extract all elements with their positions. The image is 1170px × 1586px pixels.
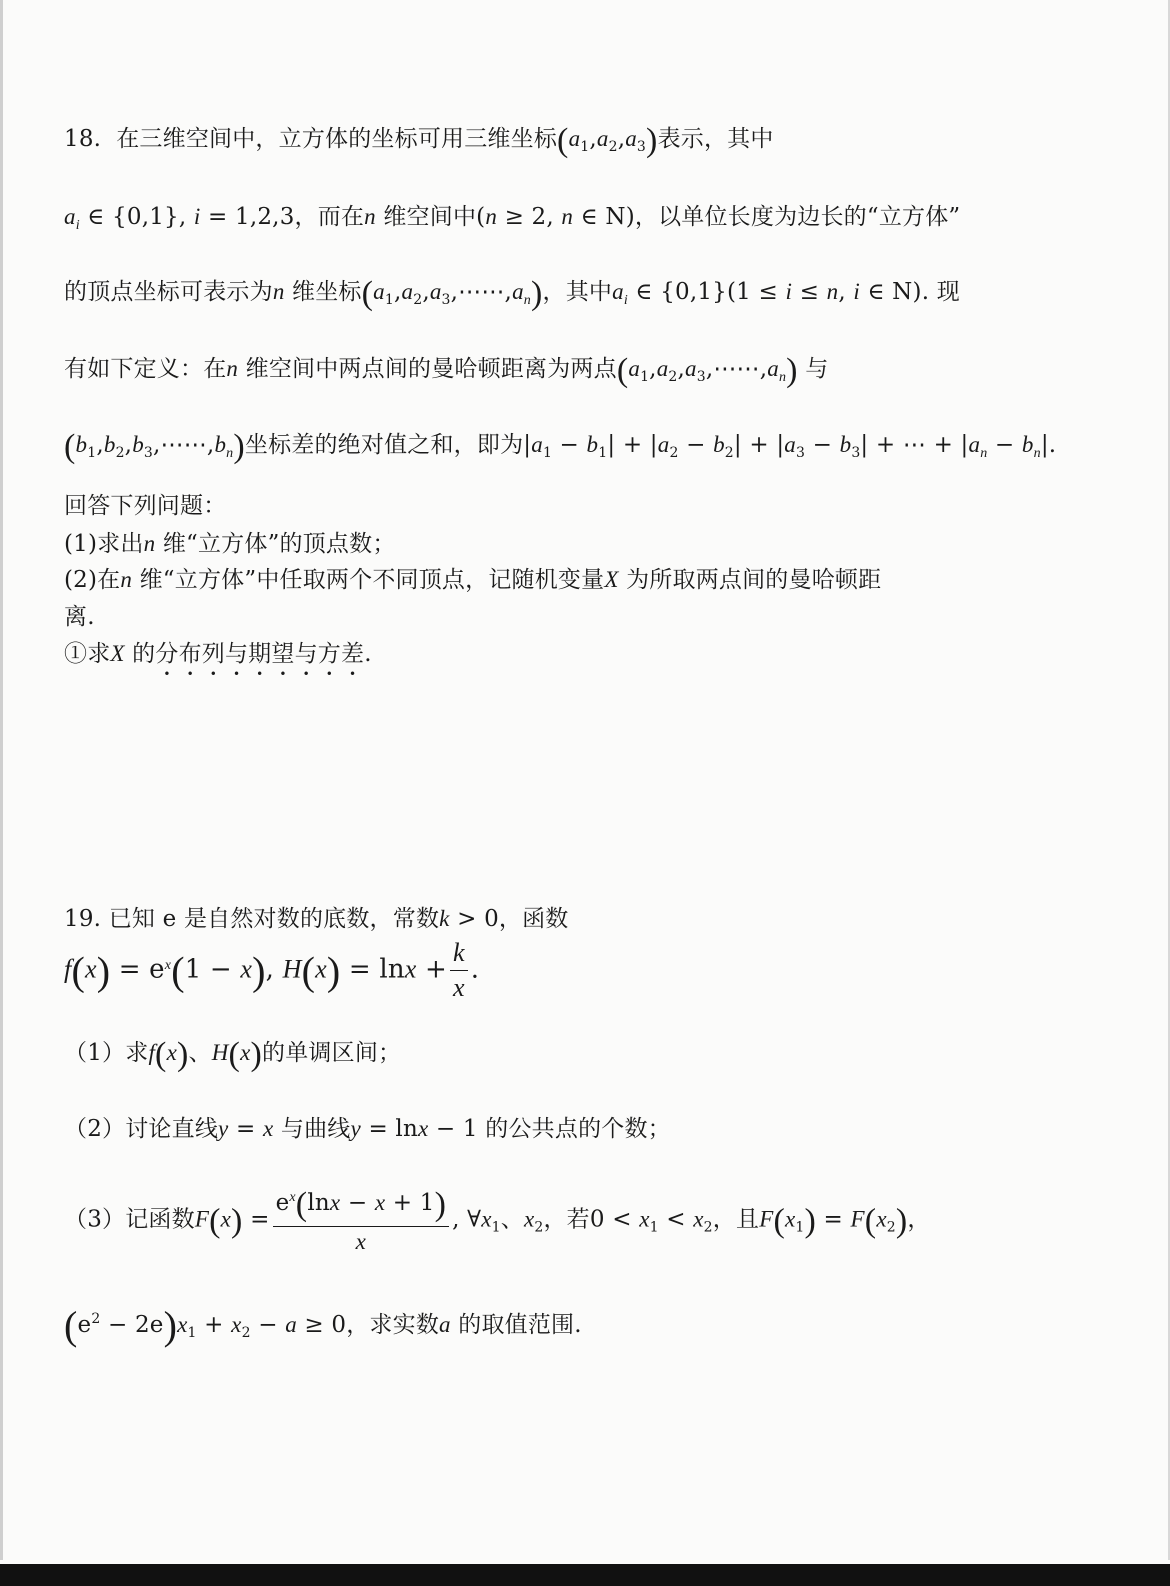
q18-line-3: 的顶点坐标可表示为n 维坐标$(a_1,a_2,a_3,\cdots\cdots,a_n)$，其中$a_i$ ∈ {0,1}(1 ≤ i ≤ n, i ∈ N). 现 xyxy=(64,275,960,312)
q18-sub-1: ①求X 的分布列与期望与方差. xyxy=(64,641,372,667)
screen-bottom-bar xyxy=(0,1564,1170,1586)
q19-line-1: 19. 已知 e 是自然对数的底数，常数k > 0，函数 xyxy=(64,906,569,932)
q18-part-2-cont: 离. xyxy=(64,604,95,630)
question-number: 19. xyxy=(64,906,102,932)
q18-line-2: $a_i$ ∈ {0,1}, i = 1,2,3，而在n 维空间中(n ≥ 2, n ∈ N)，以单位长度为边长的“立方体” xyxy=(64,204,961,233)
q19-part-3: （3）记函数F(x) = $\frac{e^x(\ln x - x + 1)}{x}$ , $\forall x_1$、$x_2$，若$0 < x_1 < x_2$，且$F(x_1) = F(x_2)$， xyxy=(64,1186,931,1254)
q19-part-2: （2）讨论直线y = x 与曲线y = lnx − 1 的公共点的个数； xyxy=(64,1116,671,1142)
q18-line-4: 有如下定义：在n 维空间中两点间的曼哈顿距离为两点$(a_1,a_2,a_3,\cdots\cdots,a_n)$ 与 xyxy=(64,352,829,389)
q18-part-1: (1)求出n 维“立方体”的顶点数； xyxy=(64,531,396,557)
q19-functions: $f(x) = e^x(1 - x)$, H(x) = lnx + $\frac{k}{x}$ . xyxy=(64,938,480,1002)
question-number: 18. xyxy=(64,126,102,152)
emphasized-text: 分布列与期望与方差 xyxy=(155,641,365,667)
q19-part-1: （1）求f(x)、H(x)的单调区间； xyxy=(64,1036,402,1073)
q19-part-3-cont: $(e^2 - 2e)x_1 + x_2 - a \ge 0$，求实数a 的取值范围. xyxy=(64,1303,582,1348)
q18-line-1: 18. 在三维空间中，立方体的坐标可用三维坐标$(a_1,a_2,a_3)$表示，其中 xyxy=(64,122,774,159)
q18-answer-intro: 回答下列问题： xyxy=(64,493,227,519)
page-edge xyxy=(0,0,3,1560)
q18-part-2: (2)在n 维“立方体”中任取两个不同顶点，记随机变量X 为所取两点间的曼哈顿距 xyxy=(64,567,882,593)
q18-line-5: $(b_1,b_2,b_3,\cdots\cdots,b_n)$坐标差的绝对值之和，即为$|a_1 - b_1| + |a_2 - b_2| + |a_3 - b_3|$ + ⋯ + $|a_n - b_n|$. xyxy=(64,428,1057,465)
